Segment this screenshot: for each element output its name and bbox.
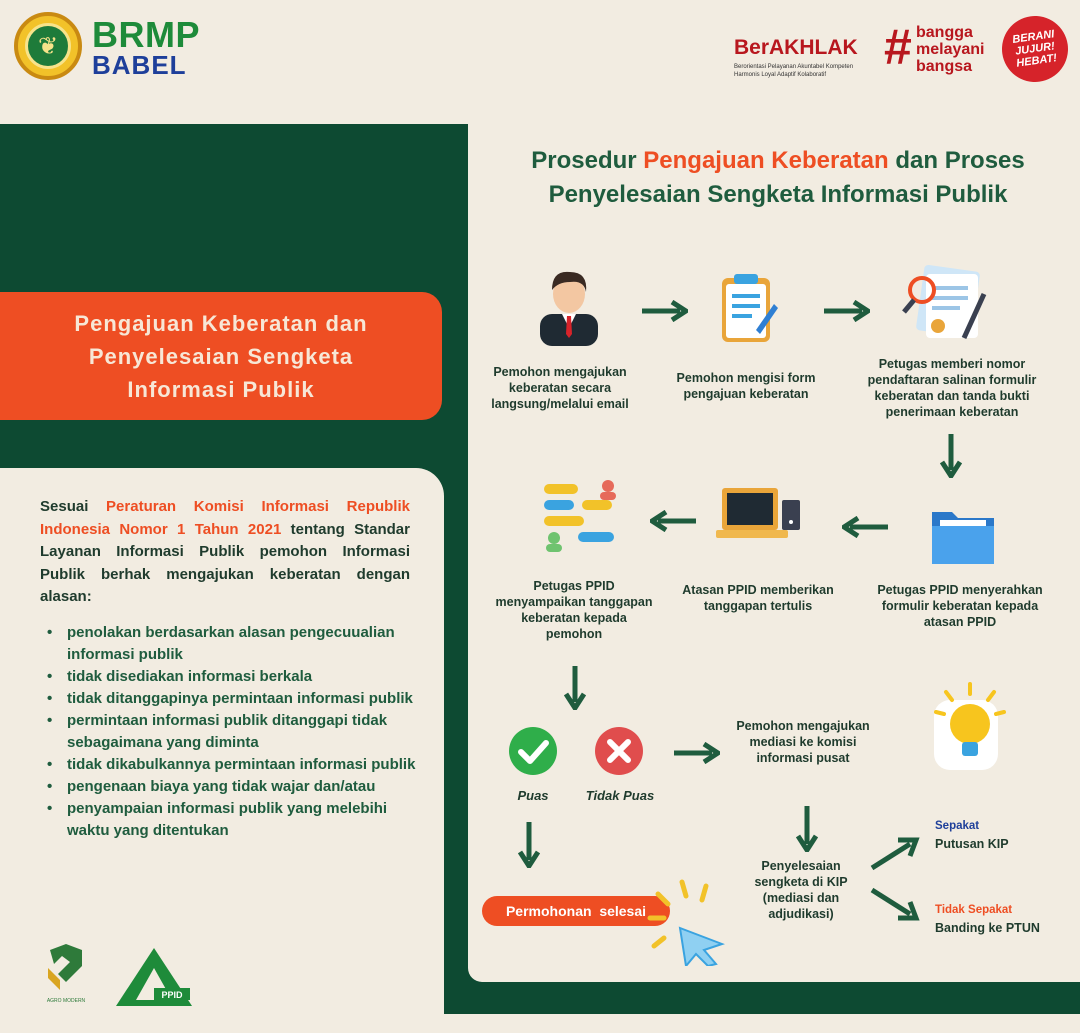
lightbulb-icon bbox=[928, 680, 1010, 780]
step-3-text: Petugas memberi nomor pendaftaran salinan formulir keberatan dan tanda bukti penerimaan keberatan bbox=[867, 357, 1037, 419]
arrow-down-icon bbox=[564, 664, 586, 710]
arrow-right-icon bbox=[822, 300, 870, 322]
berani-jujur-hebat-logo: BERANI JUJUR! HEBAT! bbox=[998, 12, 1073, 87]
hashtag-icon: # bbox=[884, 19, 912, 75]
cursor-click-icon bbox=[646, 876, 728, 966]
intro-pre: Sesuai bbox=[40, 498, 107, 515]
berakhlak-tagline: Berorientasi Pelayanan Akuntabel Kompeten Harmonis Loyal Adaptif Kolaboratif bbox=[734, 64, 854, 78]
brmp-seal-logo bbox=[14, 12, 82, 80]
response-chat-icon bbox=[538, 478, 624, 558]
title-highlight: Pengajuan Keberatan bbox=[643, 147, 889, 174]
document-review-icon bbox=[900, 264, 990, 346]
arrow-up-right-icon bbox=[868, 836, 920, 872]
brand-babel: BABEL bbox=[92, 50, 187, 80]
arrow-down-right-icon bbox=[868, 886, 920, 922]
ppid-logo bbox=[114, 944, 194, 1010]
list-item: • tidak disediakan informasi berkala bbox=[40, 666, 430, 688]
arrow-down-icon bbox=[518, 820, 540, 868]
intro-post: tentang Standar Layanan Informasi Publik pemohon Informasi Publik berhak mengajukan keberatan dengan alasan: bbox=[40, 520, 410, 605]
berakhlak-logo: BerAKHLAK bbox=[734, 36, 858, 59]
person-icon bbox=[534, 264, 604, 346]
puas-label: Puas bbox=[517, 788, 549, 803]
step-5-text: Atasan PPID memberikan tanggapan tertulis bbox=[682, 583, 834, 613]
arrow-right-icon bbox=[640, 300, 688, 322]
list-item: • penolakan berdasarkan alasan pengecuualian informasi publik bbox=[40, 622, 430, 666]
leaf-icon: ❦ bbox=[25, 23, 71, 69]
tidak-puas-label: Tidak Puas bbox=[585, 788, 655, 803]
tidak-sepakat-value: Banding ke PTUN bbox=[935, 921, 1040, 935]
step-6-text: Petugas PPID menyampaikan tanggapan keberatan kepada pemohon bbox=[495, 579, 653, 641]
bottom-strip bbox=[0, 1014, 1080, 1033]
step-2-text: Pemohon mengisi form pengajuan keberatan bbox=[676, 371, 816, 401]
bangga-melayani-bangsa-logo: bangga melayani bangsa bbox=[916, 24, 985, 75]
step-1-text: Pemohon mengajukan keberatan secara langsung/melalui email bbox=[491, 365, 629, 411]
mediasi-text: Pemohon mengajukan mediasi ke komisi informasi pusat bbox=[736, 719, 870, 765]
intro-paragraph bbox=[40, 496, 410, 609]
tidak-sepakat-label: Tidak Sepakat bbox=[935, 904, 1013, 916]
check-icon bbox=[508, 726, 558, 776]
permohonan-selesai-pill: Permohonan selesai bbox=[482, 896, 670, 926]
cross-icon bbox=[594, 726, 644, 776]
list-item: • tidak dikabulkannya permintaan informasi publik bbox=[40, 754, 430, 776]
arrow-down-icon bbox=[940, 432, 962, 478]
agro-modern-logo bbox=[40, 942, 92, 1004]
regulation-highlight: Peraturan Komisi Informasi Republik Indonesia Nomor 1 Tahun 2021 bbox=[40, 498, 410, 538]
laptop-icon bbox=[716, 486, 804, 546]
list-item: • permintaan informasi publik ditanggapi tidak sebagaimana yang diminta bbox=[40, 710, 430, 754]
list-item: • penyampaian informasi publik yang melebihi waktu yang ditentukan bbox=[40, 798, 430, 842]
page-title: Prosedur Pengajuan Keberatan dan Proses Penyelesaian Sengketa Informasi Publik bbox=[531, 147, 1025, 208]
form-clipboard-icon bbox=[712, 270, 780, 348]
svg-text:PPID: PPID bbox=[161, 990, 183, 1000]
list-item: • pengenaan biaya yang tidak wajar dan/atau bbox=[40, 776, 430, 798]
arrow-down-icon bbox=[796, 804, 818, 852]
arrow-left-icon bbox=[650, 510, 698, 532]
list-item: • tidak ditanggapinya permintaan informasi publik bbox=[40, 688, 430, 710]
folder-icon bbox=[928, 502, 998, 568]
step-4-text: Petugas PPID menyerahkan formulir keberatan kepada atasan PPID bbox=[877, 583, 1043, 629]
arrow-left-icon bbox=[842, 516, 890, 538]
brand-brmp: BRMP bbox=[92, 14, 200, 55]
banner-title: Pengajuan Keberatan dan Penyelesaian Sengketa Informasi Publik bbox=[74, 310, 368, 402]
arrow-right-icon bbox=[672, 742, 720, 764]
svg-text:AGRO MODERN: AGRO MODERN bbox=[46, 998, 86, 1004]
sepakat-value: Putusan KIP bbox=[935, 837, 1009, 851]
left-banner bbox=[0, 292, 442, 420]
kip-text: Penyelesaian sengketa di KIP (mediasi dan adjudikasi) bbox=[754, 859, 848, 921]
reasons-list bbox=[40, 622, 430, 842]
sepakat-label: Sepakat bbox=[935, 820, 980, 832]
